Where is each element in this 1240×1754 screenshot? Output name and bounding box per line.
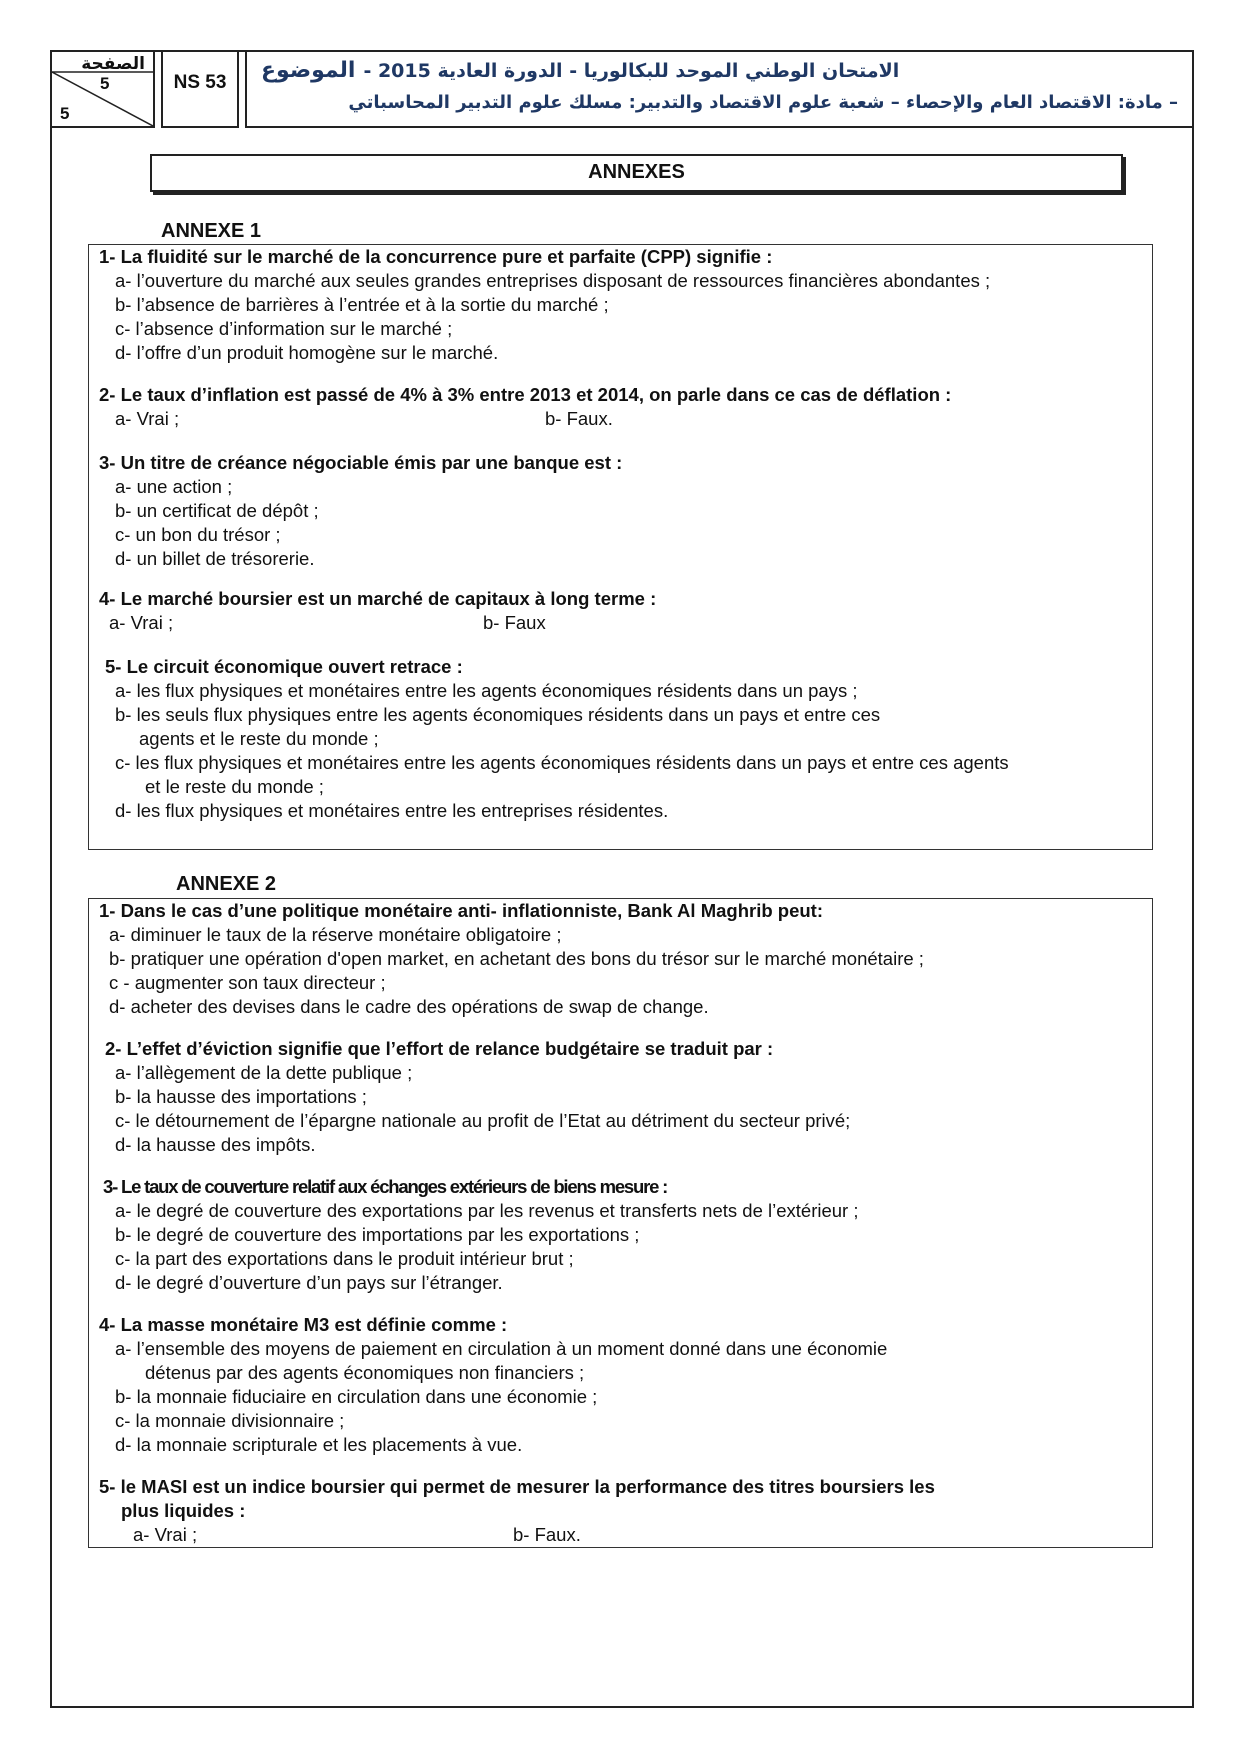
option-b: b- un certificat de dépôt ; [115, 500, 319, 521]
question-text-cont: plus liquides : [121, 1500, 246, 1521]
page-number-box [50, 50, 155, 128]
option-a: a- le degré de couverture des exportations par les revenus et transferts nets de l’extérieur ; [115, 1200, 859, 1221]
annex1-title: ANNEXE 1 [161, 220, 262, 242]
annex1-q5 [105, 655, 1168, 823]
option-c: c- le détournement de l’épargne nationale au profit de l’Etat au détriment du secteur privé; [115, 1110, 851, 1131]
annex1-q4 [99, 587, 1162, 635]
option-c: c- la part des exportations dans le produit intérieur brut ; [115, 1248, 574, 1269]
option-a: a- l’ensemble des moyens de paiement en circulation à un moment donné dans une économie [115, 1338, 888, 1359]
option-d: d- le degré d’ouverture d’un pays sur l’étranger. [115, 1272, 503, 1293]
option-d: d- acheter des devises dans le cadre des opérations de swap de change. [109, 996, 709, 1017]
exam-title-main: الامتحان الوطني الموحد للبكالوريا - الدورة العادية 2015 - [363, 60, 900, 82]
annex2-q5 [99, 1475, 1162, 1547]
options-row [99, 1523, 1162, 1547]
option-b: b- Faux. [545, 408, 613, 429]
page-total: 5 [60, 104, 70, 123]
page-label: الصفحة [81, 54, 145, 74]
annex2-q3 [103, 1175, 1166, 1295]
option-a-cont: détenus par des agents économiques non financiers ; [145, 1362, 585, 1383]
annex1-q3 [99, 451, 1162, 571]
option-b: b- l’absence de barrières à l’entrée et à la sortie du marché ; [115, 294, 609, 315]
question-text: 4- La masse monétaire M3 est définie comme : [99, 1314, 508, 1335]
annex2-q1 [99, 899, 1162, 1019]
option-a: a- Vrai ; [109, 612, 174, 633]
annex2-box [88, 898, 1153, 1548]
page-current: 5 [100, 74, 110, 93]
option-a: a- Vrai ; [115, 408, 180, 429]
exam-title-subject: الموضوع [261, 58, 356, 83]
option-d: d- les flux physiques et monétaires entre les entreprises résidentes. [115, 800, 669, 821]
option-b: b- Faux [483, 612, 546, 633]
annex1-q1 [99, 245, 1162, 365]
option-b: b- pratiquer une opération d'open market, en achetant des bons du trésor sur le marché monétaire ; [109, 948, 924, 969]
exam-title-line2: – مادة: الاقتصاد العام والإحصاء – شعبة علوم الاقتصاد والتدبير: مسلك علوم التدبير المحاسباتي [348, 92, 1178, 113]
option-a: a- diminuer le taux de la réserve monétaire obligatoire ; [109, 924, 562, 945]
question-text: 2- Le taux d’inflation est passé de 4% à 3% entre 2013 et 2014, on parle dans ce cas de déflation : [99, 384, 952, 405]
option-b: b- la hausse des importations ; [115, 1086, 367, 1107]
question-text: 4- Le marché boursier est un marché de capitaux à long terme : [99, 588, 657, 609]
option-b-cont: agents et le reste du monde ; [139, 728, 379, 749]
annex2-q2 [105, 1037, 1168, 1157]
question-text: 2- L’effet d’éviction signifie que l’effort de relance budgétaire se traduit par : [105, 1038, 774, 1059]
annex1-box [88, 244, 1153, 850]
option-a: a- Vrai ; [133, 1524, 198, 1545]
question-text: 5- Le circuit économique ouvert retrace : [105, 656, 463, 677]
question-text: 5- le MASI est un indice boursier qui permet de mesurer la performance des titres boursiers les [99, 1476, 935, 1497]
exam-code: NS 53 [161, 50, 239, 128]
question-text: 3- Un titre de créance négociable émis par une banque est : [99, 452, 623, 473]
option-d: d- la monnaie scripturale et les placements à vue. [115, 1434, 523, 1455]
question-text: 3- Le taux de couverture relatif aux échanges extérieurs de biens mesure : [103, 1176, 668, 1197]
annex1-q2 [99, 383, 1162, 431]
option-b: b- la monnaie fiduciaire en circulation dans une économie ; [115, 1386, 598, 1407]
option-d: d- un billet de trésorerie. [115, 548, 315, 569]
options-row [99, 611, 1162, 635]
option-a: a- une action ; [115, 476, 233, 497]
option-b: b- les seuls flux physiques entre les agents économiques résidents dans un pays et entre ces [115, 704, 881, 725]
option-a: a- l’allègement de la dette publique ; [115, 1062, 413, 1083]
option-c: c- l’absence d’information sur le marché ; [115, 318, 453, 339]
option-b: b- Faux. [513, 1524, 581, 1545]
options-row [99, 407, 1162, 431]
option-c: c - augmenter son taux directeur ; [109, 972, 386, 993]
option-d: d- la hausse des impôts. [115, 1134, 316, 1155]
exam-title-line1 [261, 56, 1178, 86]
exam-title-box [245, 50, 1194, 128]
option-b: b- le degré de couverture des importations par les exportations ; [115, 1224, 640, 1245]
option-a: a- l’ouverture du marché aux seules grandes entreprises disposant de ressources financières abondantes ; [115, 270, 991, 291]
question-text: 1- La fluidité sur le marché de la concurrence pure et parfaite (CPP) signifie : [99, 246, 773, 267]
option-d: d- l’offre d’un produit homogène sur le marché. [115, 342, 499, 363]
option-a: a- les flux physiques et monétaires entre les agents économiques résidents dans un pays ; [115, 680, 858, 701]
option-c: c- les flux physiques et monétaires entre les agents économiques résidents dans un pays et entre ces agents [115, 752, 1009, 773]
option-c: c- un bon du trésor ; [115, 524, 281, 545]
option-c: c- la monnaie divisionnaire ; [115, 1410, 345, 1431]
annexes-title: ANNEXES [150, 154, 1123, 192]
annex2-q4 [99, 1313, 1162, 1457]
option-c-cont: et le reste du monde ; [145, 776, 324, 797]
question-text: 1- Dans le cas d’une politique monétaire anti- inflationniste, Bank Al Maghrib peut: [99, 900, 823, 921]
annex2-title: ANNEXE 2 [176, 873, 277, 895]
